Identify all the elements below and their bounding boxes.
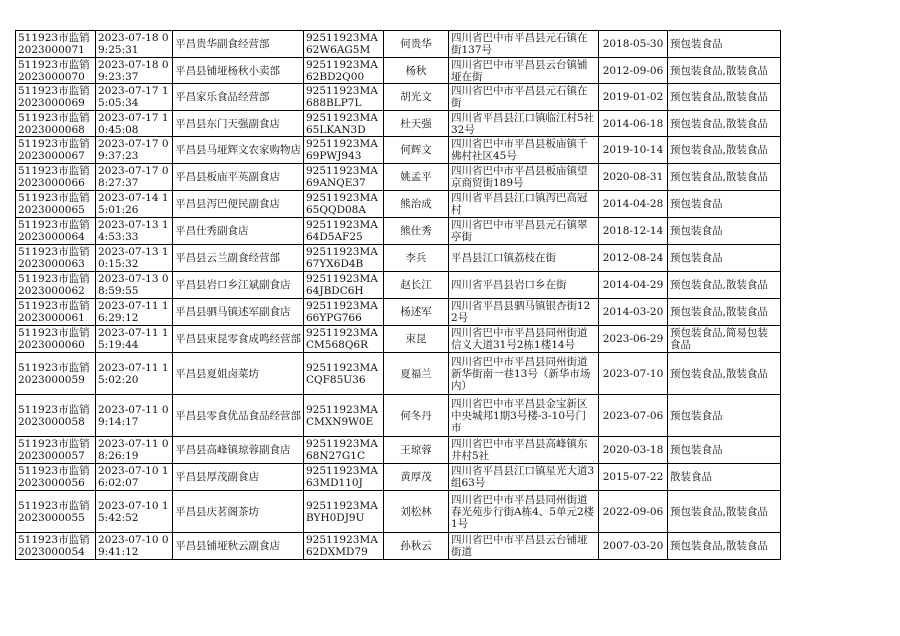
table-row	[16, 84, 781, 111]
operator-name-cell: 夏福兰	[384, 353, 449, 395]
business-name-cell: 平昌仕秀副食店	[173, 218, 304, 245]
business-name-cell: 平昌县铺垭杨秋小卖部	[173, 58, 304, 84]
operator-name-cell: 孙秋云	[384, 533, 449, 560]
issue-datetime-cell: 2023-07-13 14:53:33	[96, 218, 173, 245]
registration-date-cell: 2012-09-06	[599, 58, 668, 84]
registration-date-cell: 2022-09-06	[599, 491, 668, 533]
issue-datetime-cell: 2023-07-13 10:15:32	[96, 245, 173, 272]
operator-name-cell: 刘松林	[384, 491, 449, 533]
address-cell: 四川省巴中市平昌县元石镇在街	[449, 84, 599, 111]
business-scope-cell: 预包装食品	[668, 395, 781, 437]
registration-date-cell: 2015-07-22	[599, 464, 668, 491]
business-name-cell: 平昌县零食优品食品经营部	[173, 395, 304, 437]
permit-number-cell: 511923市监销2023000058	[16, 395, 96, 437]
address-cell: 四川省巴中市平昌县金宝新区中央城邦1期3号楼-3-10号门市	[449, 395, 599, 437]
business-name-cell: 平昌贵华副食经营部	[173, 31, 304, 58]
operator-name-cell: 王琼蓉	[384, 437, 449, 464]
credit-code-cell: 92511923MA67YX6D4B	[304, 245, 384, 272]
business-name-cell: 平昌县铺垭秋云副食店	[173, 533, 304, 560]
permit-number-cell: 511923市监销2023000070	[16, 58, 96, 84]
address-cell: 四川省巴中市平昌县同州街道春光苑步行街A栋4、5单元2楼1号	[449, 491, 599, 533]
registration-date-cell: 2014-06-18	[599, 111, 668, 137]
business-name-cell: 平昌县厚茂副食店	[173, 464, 304, 491]
operator-name-cell: 熊仕秀	[384, 218, 449, 245]
issue-datetime-cell: 2023-07-13 08:59:55	[96, 272, 173, 299]
table-row	[16, 218, 781, 245]
business-scope-cell: 预包装食品,散装食品	[668, 491, 781, 533]
issue-datetime-cell: 2023-07-17 09:37:23	[96, 137, 173, 164]
table-row	[16, 533, 781, 560]
address-cell: 四川省巴中市平昌县元石镇在街137号	[449, 31, 599, 58]
issue-datetime-cell: 2023-07-11 15:19:44	[96, 326, 173, 353]
credit-code-cell: 92511923MA63MD110J	[304, 464, 384, 491]
issue-datetime-cell: 2023-07-11 16:29:12	[96, 299, 173, 326]
address-cell: 四川省巴中市平昌县云台铺垭街道	[449, 533, 599, 560]
issue-datetime-cell: 2023-07-17 15:05:34	[96, 84, 173, 111]
table-row	[16, 58, 781, 84]
permit-number-cell: 511923市监销2023000055	[16, 491, 96, 533]
issue-datetime-cell: 2023-07-18 09:23:37	[96, 58, 173, 84]
business-scope-cell: 预包装食品	[668, 31, 781, 58]
address-cell: 四川省平昌县驷马镇银杏街122号	[449, 299, 599, 326]
operator-name-cell: 何贵华	[384, 31, 449, 58]
address-cell: 四川省巴中市平昌县元石镇翠亭街	[449, 218, 599, 245]
registration-date-cell: 2023-07-10	[599, 353, 668, 395]
operator-name-cell: 杜天强	[384, 111, 449, 137]
credit-code-cell: 92511923MA66YPG766	[304, 299, 384, 326]
business-scope-cell: 预包装食品	[668, 437, 781, 464]
credit-code-cell: 92511923MACQF85U36	[304, 353, 384, 395]
permit-number-cell: 511923市监销2023000057	[16, 437, 96, 464]
address-cell: 四川省平昌县江口镇泻巴高冠村	[449, 191, 599, 218]
table-row	[16, 491, 781, 533]
operator-name-cell: 杨述军	[384, 299, 449, 326]
registration-date-cell: 2019-01-02	[599, 84, 668, 111]
table-row	[16, 191, 781, 218]
business-name-cell: 平昌县东门天强副食店	[173, 111, 304, 137]
table-body	[16, 31, 781, 560]
registration-date-cell: 2014-03-20	[599, 299, 668, 326]
permit-table	[15, 30, 781, 560]
business-scope-cell: 预包装食品,散装食品	[668, 164, 781, 191]
issue-datetime-cell: 2023-07-18 09:25:31	[96, 31, 173, 58]
business-name-cell: 平昌县马垭辉文农家购物店	[173, 137, 304, 164]
table-row	[16, 353, 781, 395]
registration-date-cell: 2019-10-14	[599, 137, 668, 164]
registration-date-cell: 2023-06-29	[599, 326, 668, 353]
business-scope-cell: 预包装食品,散装食品	[668, 533, 781, 560]
business-scope-cell: 预包装食品,散装食品	[668, 84, 781, 111]
operator-name-cell: 李兵	[384, 245, 449, 272]
address-cell: 四川省巴中市平昌县高峰镇东井村5社	[449, 437, 599, 464]
registration-date-cell: 2018-12-14	[599, 218, 668, 245]
issue-datetime-cell: 2023-07-11 08:26:19	[96, 437, 173, 464]
business-scope-cell: 预包装食品,散装食品	[668, 137, 781, 164]
permit-number-cell: 511923市监销2023000061	[16, 299, 96, 326]
credit-code-cell: 92511923MA68N27G1C	[304, 437, 384, 464]
permit-number-cell: 511923市监销2023000062	[16, 272, 96, 299]
table-row	[16, 464, 781, 491]
business-name-cell: 平昌县夏姐卤菜坊	[173, 353, 304, 395]
business-scope-cell: 预包装食品,散装食品	[668, 353, 781, 395]
permit-number-cell: 511923市监销2023000054	[16, 533, 96, 560]
credit-code-cell: 92511923MABYH0DJ9U	[304, 491, 384, 533]
business-scope-cell: 预包装食品	[668, 191, 781, 218]
permit-number-cell: 511923市监销2023000069	[16, 84, 96, 111]
address-cell: 四川省巴中市平昌县云台镇铺垭在街	[449, 58, 599, 84]
operator-name-cell: 黄厚茂	[384, 464, 449, 491]
registration-date-cell: 2012-08-24	[599, 245, 668, 272]
table-row	[16, 395, 781, 437]
credit-code-cell: 92511923MA69PWJ943	[304, 137, 384, 164]
business-scope-cell: 散装食品	[668, 464, 781, 491]
registration-date-cell: 2007-03-20	[599, 533, 668, 560]
table-row	[16, 164, 781, 191]
business-scope-cell: 预包装食品	[668, 218, 781, 245]
registration-date-cell: 2020-03-18	[599, 437, 668, 464]
address-cell: 四川省巴中市平昌县同州街道新华街南一巷13号（新华市场内）	[449, 353, 599, 395]
operator-name-cell: 胡光文	[384, 84, 449, 111]
operator-name-cell: 熊治成	[384, 191, 449, 218]
issue-datetime-cell: 2023-07-11 09:14:17	[96, 395, 173, 437]
issue-datetime-cell: 2023-07-10 16:02:07	[96, 464, 173, 491]
table-row	[16, 272, 781, 299]
address-cell: 平昌县江口镇荔枝在街	[449, 245, 599, 272]
registration-date-cell: 2014-04-28	[599, 191, 668, 218]
operator-name-cell: 何冬丹	[384, 395, 449, 437]
credit-code-cell: 92511923MA62BD2Q00	[304, 58, 384, 84]
business-name-cell: 平昌县驷马镇述军副食店	[173, 299, 304, 326]
table-row	[16, 299, 781, 326]
credit-code-cell: 92511923MA64JBDC6H	[304, 272, 384, 299]
credit-code-cell: 92511923MA62DXMD79	[304, 533, 384, 560]
business-scope-cell: 预包装食品,散装食品	[668, 272, 781, 299]
table-row	[16, 245, 781, 272]
business-name-cell: 平昌县岩口乡江斌副食店	[173, 272, 304, 299]
business-scope-cell: 预包装食品,简易包装食品	[668, 326, 781, 353]
address-cell: 四川省平昌县岩口乡在街	[449, 272, 599, 299]
business-name-cell: 平昌县泻巴便民副食店	[173, 191, 304, 218]
operator-name-cell: 姚孟平	[384, 164, 449, 191]
credit-code-cell: 92511923MA65QQD08A	[304, 191, 384, 218]
permit-number-cell: 511923市监销2023000059	[16, 353, 96, 395]
table-row	[16, 326, 781, 353]
business-name-cell: 平昌县板庙平英副食店	[173, 164, 304, 191]
permit-number-cell: 511923市监销2023000068	[16, 111, 96, 137]
issue-datetime-cell: 2023-07-17 10:45:08	[96, 111, 173, 137]
issue-datetime-cell: 2023-07-11 15:02:20	[96, 353, 173, 395]
business-name-cell: 平昌家乐食品经营部	[173, 84, 304, 111]
registration-date-cell: 2018-05-30	[599, 31, 668, 58]
address-cell: 四川省巴中市平昌县板庙镇望京商贸街189号	[449, 164, 599, 191]
business-scope-cell: 预包装食品,散装食品	[668, 58, 781, 84]
operator-name-cell: 杨秋	[384, 58, 449, 84]
permit-number-cell: 511923市监销2023000065	[16, 191, 96, 218]
table-row	[16, 111, 781, 137]
table-row	[16, 137, 781, 164]
credit-code-cell: 92511923MA62W6AG5M	[304, 31, 384, 58]
credit-code-cell: 92511923MACMXN9W0E	[304, 395, 384, 437]
operator-name-cell: 何辉文	[384, 137, 449, 164]
business-scope-cell: 预包装食品	[668, 245, 781, 272]
registration-date-cell: 2023-07-06	[599, 395, 668, 437]
permit-number-cell: 511923市监销2023000060	[16, 326, 96, 353]
business-name-cell: 平昌县云兰副食经营部	[173, 245, 304, 272]
business-scope-cell: 预包装食品,散装食品	[668, 111, 781, 137]
permit-number-cell: 511923市监销2023000056	[16, 464, 96, 491]
credit-code-cell: 92511923MA65LKAN3D	[304, 111, 384, 137]
business-name-cell: 平昌县庆茗阁茶坊	[173, 491, 304, 533]
address-cell: 四川省巴中市平昌县同州街道信义大道31号2栋1楼14号	[449, 326, 599, 353]
operator-name-cell: 赵长江	[384, 272, 449, 299]
operator-name-cell: 束昆	[384, 326, 449, 353]
address-cell: 四川省巴中市平昌县板庙镇千佛村社区45号	[449, 137, 599, 164]
issue-datetime-cell: 2023-07-14 15:01:26	[96, 191, 173, 218]
registration-date-cell: 2020-08-31	[599, 164, 668, 191]
address-cell: 四川省平昌县江口镇星光大道3组63号	[449, 464, 599, 491]
issue-datetime-cell: 2023-07-10 09:41:12	[96, 533, 173, 560]
credit-code-cell: 92511923MA69ANQE37	[304, 164, 384, 191]
permit-number-cell: 511923市监销2023000064	[16, 218, 96, 245]
permit-number-cell: 511923市监销2023000063	[16, 245, 96, 272]
issue-datetime-cell: 2023-07-10 15:42:52	[96, 491, 173, 533]
table-row	[16, 437, 781, 464]
address-cell: 四川省平昌县江口镇临江村5社32号	[449, 111, 599, 137]
business-scope-cell: 预包装食品,散装食品	[668, 299, 781, 326]
permit-number-cell: 511923市监销2023000066	[16, 164, 96, 191]
credit-code-cell: 92511923MA688BLP7L	[304, 84, 384, 111]
issue-datetime-cell: 2023-07-17 08:27:37	[96, 164, 173, 191]
business-name-cell: 平昌县高峰镇琼蓉副食店	[173, 437, 304, 464]
registration-date-cell: 2014-04-29	[599, 272, 668, 299]
credit-code-cell: 92511923MACM568Q6R	[304, 326, 384, 353]
business-name-cell: 平昌县束昆零食成鸣经营部	[173, 326, 304, 353]
permit-number-cell: 511923市监销2023000067	[16, 137, 96, 164]
credit-code-cell: 92511923MA64D5AF25	[304, 218, 384, 245]
table-row	[16, 31, 781, 58]
permit-number-cell: 511923市监销2023000071	[16, 31, 96, 58]
